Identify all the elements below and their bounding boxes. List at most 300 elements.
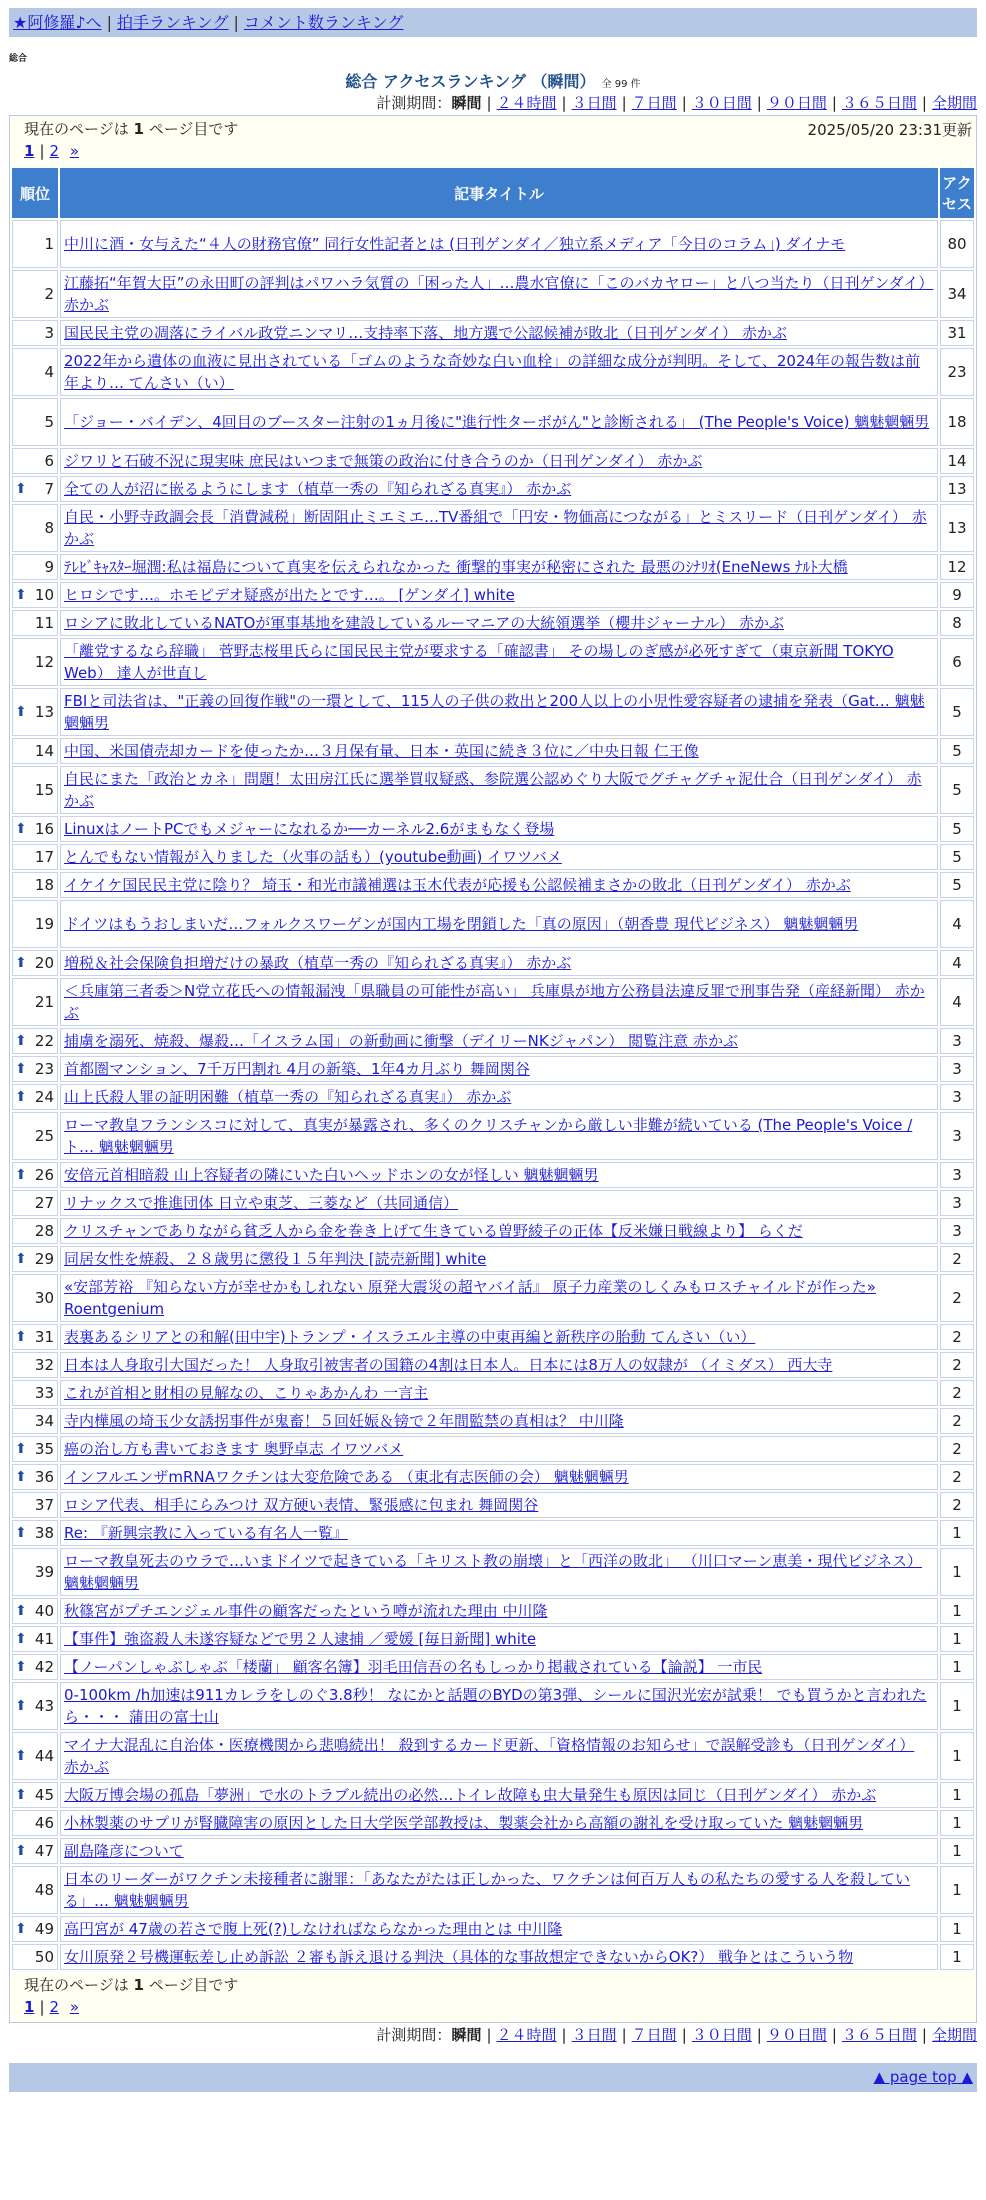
up-arrow-icon: ⬆ — [15, 955, 27, 971]
rank-number: 20 — [34, 954, 54, 972]
title-cell — [60, 1598, 938, 1624]
rank-number: 26 — [34, 1166, 54, 1184]
table-row — [12, 610, 974, 636]
rank-number: 5 — [44, 413, 54, 431]
access-count: 80 — [940, 220, 974, 268]
table-row — [12, 1464, 974, 1490]
access-count: 2 — [940, 1464, 974, 1490]
period-1[interactable]: ２４時間 — [496, 2026, 557, 2044]
table-row — [12, 504, 974, 552]
access-count: 3 — [940, 1112, 974, 1160]
rank-cell — [12, 1084, 58, 1110]
separator: | — [756, 2026, 762, 2044]
article-link[interactable]: 同居女性を焼殺、２８歳男に懲役１５年判決 [読売新聞] white — [64, 1250, 487, 1268]
period-1[interactable]: ２４時間 — [496, 94, 557, 112]
title-cell — [60, 1246, 938, 1272]
period-4[interactable]: ３０日間 — [691, 2026, 752, 2044]
rank-cell — [12, 1464, 58, 1490]
article-link[interactable]: 【ノーパンしゃぶしゃぶ「楼蘭」 顧客名簿】羽毛田信吾の名もしっかり掲載されている【論説】 一市民 — [64, 1658, 763, 1676]
title-cell — [60, 688, 938, 736]
period-selector-bottom — [9, 2023, 977, 2047]
table-row — [12, 1190, 974, 1216]
table-row — [12, 1626, 974, 1652]
table-row — [12, 688, 974, 736]
title-cell — [60, 1408, 938, 1434]
access-count: 3 — [940, 1084, 974, 1110]
up-arrow-icon: ⬆ — [15, 1787, 27, 1803]
rank-cell — [12, 1380, 58, 1406]
up-arrow-icon: ⬆ — [15, 1843, 27, 1859]
access-count: 2 — [940, 1352, 974, 1378]
rank-cell — [12, 1246, 58, 1272]
article-link[interactable]: 山上氏殺人罪の証明困難（植草一秀の『知られざる真実』） 赤かぶ — [64, 1088, 512, 1106]
title-cell — [60, 1190, 938, 1216]
article-link[interactable]: 全ての人が沼に嵌るようにします（植草一秀の『知られざる真実』） 赤かぶ — [64, 480, 572, 498]
rank-cell — [12, 398, 58, 446]
access-count: 2 — [940, 1492, 974, 1518]
access-count: 1 — [940, 1782, 974, 1808]
table-row — [12, 1408, 974, 1434]
table-row — [12, 1520, 974, 1546]
article-link[interactable]: ローマ教皇フランシスコに対して、真実が暴露され、多くのクリスチャンから厳しい非難が続いている (The People's Voice / ト… 魑魅魍魎男 — [64, 1116, 913, 1156]
article-link[interactable]: LinuxはノートPCでもメジャーになれるか──カーネル2.6がまもなく登場 — [64, 820, 555, 838]
rank-cell — [12, 816, 58, 842]
rank-cell — [12, 610, 58, 636]
article-link[interactable]: ジワリと石破不況に現実味 庶民はいつまで無策の政治に付き合うのか（日刊ゲンダイ） 赤かぶ — [64, 452, 703, 470]
period-5[interactable]: ９０日間 — [766, 2026, 827, 2044]
rank-cell — [12, 1654, 58, 1680]
article-link[interactable]: 秋篠宮がプチエンジェル事件の顧客だったという噂が流れた理由 中川隆 — [64, 1602, 548, 1620]
rank-cell — [12, 1274, 58, 1322]
rank-number: 2 — [44, 285, 54, 303]
rank-number: 12 — [34, 653, 54, 671]
table-row — [12, 448, 974, 474]
access-count: 8 — [940, 610, 974, 636]
ranking-rows — [12, 220, 974, 1970]
pager-bottom — [24, 1998, 962, 2016]
title-cell — [60, 1028, 938, 1054]
article-link[interactable]: ローマ教皇死去のウラで…いまドイツで起きている「キリスト教の崩壊」と「西洋の敗北」 （川口マーン恵美・現代ビジネス） 魑魅魍魎男 — [64, 1552, 922, 1592]
access-count: 1 — [940, 1732, 974, 1780]
period-label: 計測期間： — [376, 94, 452, 112]
rank-number: 24 — [34, 1088, 54, 1106]
rank-number: 17 — [34, 848, 54, 866]
article-link[interactable]: 0-100km /h加速は911カレラをしのぐ3.8秒！ なにかと話題のBYDの第3弾、シールに国沢光宏が試乗！ でも買うかと言われたら・・・ 蒲田の富士山 — [64, 1686, 927, 1726]
rank-cell — [12, 844, 58, 870]
access-count: 1 — [940, 1654, 974, 1680]
article-link[interactable]: 【事件】強盗殺人未遂容疑などで男２人逮捕 ／愛媛 [毎日新聞] white — [64, 1630, 537, 1648]
title-cell — [60, 348, 938, 396]
table-row — [12, 1838, 974, 1864]
rank-number: 6 — [44, 452, 54, 470]
rank-cell — [12, 1190, 58, 1216]
rank-number: 25 — [34, 1127, 54, 1145]
access-count: 13 — [940, 504, 974, 552]
title-cell — [60, 1810, 938, 1836]
up-arrow-icon: ⬆ — [15, 1441, 27, 1457]
period-6[interactable]: ３６５日間 — [841, 2026, 917, 2044]
article-link[interactable]: 中川に酒・女与えた“４人の財務官僚” 同行女性記者とは (日刊ゲンダイ／独立系メディア「今日のコラム」) ダイナモ — [64, 235, 846, 253]
access-count: 1 — [940, 1626, 974, 1652]
rank-number: 23 — [34, 1060, 54, 1078]
page-suffix: ページ目です — [148, 1976, 239, 1994]
top-nav-bar — [9, 8, 977, 37]
rank-cell — [12, 1916, 58, 1942]
rank-number: 28 — [34, 1222, 54, 1240]
title-cell — [60, 1520, 938, 1546]
page-link-1[interactable]: 1 — [24, 1998, 35, 2016]
access-count: 3 — [940, 1218, 974, 1244]
access-count: 2 — [940, 1324, 974, 1350]
article-link[interactable]: 自民にまた「政治とカネ」問題！太田房江氏に選挙買収疑惑、参院選公認めぐり大阪でグチャグチャ泥仕合（日刊ゲンダイ） 赤かぶ — [64, 770, 922, 810]
separator: | — [621, 2026, 627, 2044]
rank-cell — [12, 1324, 58, 1350]
access-count: 2 — [940, 1408, 974, 1434]
access-count: 3 — [940, 1056, 974, 1082]
table-row — [12, 1916, 974, 1942]
table-row — [12, 900, 974, 948]
table-row — [12, 1218, 974, 1244]
page-link-2[interactable]: 2 — [49, 142, 60, 160]
access-count: 34 — [940, 270, 974, 318]
article-link[interactable]: ＜兵庫第三者委＞N党立花氏への情報漏洩「県職員の可能性が高い」 兵庫県が地方公務員法違反罪で刑事告発（産経新聞） 赤かぶ — [64, 982, 925, 1022]
separator: | — [831, 2026, 837, 2044]
title-cell — [60, 398, 938, 446]
rank-number: 50 — [34, 1948, 54, 1966]
access-count: 4 — [940, 900, 974, 948]
article-link[interactable]: 首都圏マンション、7千万円割れ 4月の新築、1年4カ月ぶり 舞岡関谷 — [64, 1060, 530, 1078]
rank-cell — [12, 978, 58, 1026]
page-info-bottom — [10, 1972, 976, 2022]
table-header-row — [12, 168, 974, 218]
period-3[interactable]: ７日間 — [631, 94, 677, 112]
access-count: 4 — [940, 978, 974, 1026]
access-count: 5 — [940, 816, 974, 842]
rank-number: 29 — [34, 1250, 54, 1268]
access-count: 23 — [940, 348, 974, 396]
up-arrow-icon: ⬆ — [15, 1167, 27, 1183]
rank-number: 7 — [44, 480, 54, 498]
rank-number: 39 — [34, 1563, 54, 1581]
up-arrow-icon: ⬆ — [15, 1089, 27, 1105]
title-cell — [60, 1380, 938, 1406]
up-arrow-icon: ⬆ — [15, 1251, 27, 1267]
page-link-1[interactable]: 1 — [24, 142, 35, 160]
article-link[interactable]: これが首相と財相の見解なの、こりゃあかんわ 一言主 — [64, 1384, 429, 1402]
title-cell — [60, 950, 938, 976]
access-count: 2 — [940, 1436, 974, 1462]
article-link[interactable]: ﾃﾚﾋﾞｷｬｽﾀｰ堀潤:私は福島について真実を伝えられなかった 衝撃的事実が秘密にされた 最悪のｼﾅﾘｵ(EneNews ﾅﾙﾄ大橋 — [64, 558, 848, 576]
item-count: 全 99 件 — [601, 79, 641, 90]
access-count: 2 — [940, 1246, 974, 1272]
up-arrow-icon: ⬆ — [15, 821, 27, 837]
period-7[interactable]: 全期間 — [931, 2026, 977, 2044]
table-row — [12, 1436, 974, 1462]
access-count: 1 — [940, 1548, 974, 1596]
period-5[interactable]: ９０日間 — [766, 94, 827, 112]
title-cell — [60, 476, 938, 502]
rank-number: 35 — [34, 1440, 54, 1458]
article-link[interactable]: リナックスで推進団体 日立や東芝、三菱など（共同通信） — [64, 1194, 459, 1212]
rank-cell — [12, 504, 58, 552]
up-arrow-icon: ⬆ — [15, 1631, 27, 1647]
home-link[interactable]: ★阿修羅♪へ — [13, 13, 102, 32]
footer-bar — [9, 2063, 977, 2092]
title-cell — [60, 1548, 938, 1596]
rank-number: 41 — [34, 1630, 54, 1648]
title-cell — [60, 1732, 938, 1780]
article-link[interactable]: 日本は人身取引大国だった！ 人身取引被害者の国籍の4割は日本人。日本には8万人の奴隷が （イミダス） 西大寺 — [64, 1356, 833, 1374]
title-header: 記事タイトル — [60, 168, 938, 218]
rank-cell — [12, 1056, 58, 1082]
separator: | — [921, 94, 927, 112]
rank-number: 15 — [34, 781, 54, 799]
table-row — [12, 1056, 974, 1082]
title-cell — [60, 554, 938, 580]
rank-cell — [12, 1626, 58, 1652]
table-row — [12, 1084, 974, 1110]
table-row — [12, 1162, 974, 1188]
page-title — [9, 69, 977, 91]
rank-cell — [12, 1218, 58, 1244]
article-link[interactable]: 日本のリーダーがワクチン未接種者に謝罪：「あなたがたは正しかった、ワクチンは何百万人もの私たちの愛する人を殺している」… 魑魅魍魎男 — [64, 1870, 911, 1910]
rank-number: 32 — [34, 1356, 54, 1374]
period-7[interactable]: 全期間 — [931, 94, 977, 112]
table-row — [12, 1028, 974, 1054]
article-link[interactable]: 高円宮が 47歳の若さで腹上死(?)しなければならなかった理由とは 中川隆 — [64, 1920, 563, 1938]
rank-cell — [12, 766, 58, 814]
access-count: 5 — [940, 766, 974, 814]
article-link[interactable]: ヒロシです…。ホモピデオ疑惑が出たとです…。 [ゲンダイ] white — [64, 586, 515, 604]
comment-ranking-link[interactable]: コメント数ランキング — [243, 13, 404, 32]
table-row — [12, 1782, 974, 1808]
separator: | — [756, 94, 762, 112]
title-cell — [60, 448, 938, 474]
article-link[interactable]: 大阪万博会場の孤島「夢洲」で水のトラブル続出の必然…トイレ故障も虫大量発生も原因は同じ（日刊ゲンダイ） 赤かぶ — [64, 1786, 877, 1804]
rank-number: 31 — [34, 1328, 54, 1346]
title-cell — [60, 1056, 938, 1082]
up-arrow-icon: ⬆ — [15, 1698, 27, 1714]
rank-number: 36 — [34, 1468, 54, 1486]
rank-number: 47 — [34, 1842, 54, 1860]
article-link[interactable]: 安倍元首相暗殺 山上容疑者の隣にいた白いヘッドホンの女が怪しい 魑魅魍魎男 — [64, 1166, 599, 1184]
pager-top — [24, 142, 962, 160]
ranking-table — [10, 166, 976, 1972]
period-2[interactable]: ３日間 — [571, 94, 617, 112]
clap-ranking-link[interactable]: 拍手ランキング — [116, 13, 229, 32]
rank-number: 14 — [34, 742, 54, 760]
updated-timestamp: 2025/05/20 23:31更新 — [807, 121, 972, 139]
access-count: 18 — [940, 398, 974, 446]
ranking-box — [9, 115, 977, 2023]
separator: | — [233, 13, 239, 32]
rank-number: 3 — [44, 324, 54, 342]
title-cell — [60, 1866, 938, 1914]
rank-cell — [12, 270, 58, 318]
separator: | — [681, 94, 687, 112]
rank-cell — [12, 1682, 58, 1730]
access-count: 13 — [940, 476, 974, 502]
access-count: 12 — [940, 554, 974, 580]
table-row — [12, 270, 974, 318]
article-link[interactable]: クリスチャンでありながら貧乏人から金を巻き上げて生きている曽野綾子の正体【反米嫌日戦線より】 らくだ — [64, 1222, 803, 1240]
table-row — [12, 1324, 974, 1350]
rank-cell — [12, 1866, 58, 1914]
article-link[interactable]: とんでもない情報が入りました（火事の話も）(youtube動画) イワツバメ — [64, 848, 562, 866]
table-row — [12, 320, 974, 346]
article-link[interactable]: ロシア代表、相手にらみつけ 双方硬い表情、緊張感に包まれ 舞岡関谷 — [64, 1496, 539, 1514]
article-link[interactable]: ドイツはもうおしまいだ…フォルクスワーゲンが国内工場を閉鎖した「真の原因」（朝香豊 現代ビジネス） 魑魅魍魎男 — [64, 915, 859, 933]
article-link[interactable]: ロシアに敗北しているNATOが軍事基地を建設しているルーマニアの大統領選挙（櫻井ジャーナル） 赤かぶ — [64, 614, 785, 632]
table-row — [12, 816, 974, 842]
period-label: 計測期間： — [376, 2026, 452, 2044]
article-link[interactable]: 癌の治し方も書いておきます 奥野卓志 イワツバメ — [64, 1440, 404, 1458]
page-prefix: 現在のページは — [24, 120, 129, 138]
separator: | — [39, 1998, 45, 2016]
article-link[interactable]: 自民・小野寺政調会長「消費減税」断固阻止ミエミエ…TV番組で「円安・物価高につながる」とミスリード（日刊ゲンダイ） 赤かぶ — [64, 508, 927, 548]
article-link[interactable]: 江藤拓“年賀大臣”の永田町の評判はパワハラ気質の「困った人」…農水官僚に「このバカヤロー」と八つ当たり（日刊ゲンダイ） 赤かぶ — [64, 274, 934, 314]
rank-cell — [12, 1162, 58, 1188]
table-row — [12, 398, 974, 446]
article-link[interactable]: インフルエンザmRNAワクチンは大変危険である （東北有志医師の会） 魑魅魍魎男 — [64, 1468, 629, 1486]
article-link[interactable]: 国民民主党の凋落にライバル政党ニンマリ…支持率下落、地方選で公認候補が敗北（日刊ゲンダイ） 赤かぶ — [64, 324, 787, 342]
title-cell — [60, 1352, 938, 1378]
article-link[interactable]: 中国、米国債売却カードを使ったか…３月保有量、日本・英国に続き３位に／中央日報 仁王像 — [64, 742, 699, 760]
title-cell — [60, 504, 938, 552]
rank-cell — [12, 448, 58, 474]
article-link[interactable]: マイナ大混乱に自治体・医療機関から悲鳴続出！ 殺到するカード更新、「資格情報のお知らせ」で誤解受診も（日刊ゲンダイ） 赤かぶ — [64, 1736, 915, 1776]
title-cell — [60, 766, 938, 814]
rank-cell — [12, 1944, 58, 1970]
page-number: 1 — [133, 120, 144, 138]
period-3[interactable]: ７日間 — [631, 2026, 677, 2044]
article-link[interactable]: 捕虜を溺死、焼殺、爆殺…「イスラム国」の新動画に衝撃（デイリーNKジャパン） 閲覧注意 赤かぶ — [64, 1032, 738, 1050]
page-link-2[interactable]: 2 — [49, 1998, 60, 2016]
up-arrow-icon: ⬆ — [15, 1603, 27, 1619]
table-row — [12, 638, 974, 686]
rank-header: 順位 — [12, 168, 58, 218]
rank-number: 42 — [34, 1658, 54, 1676]
access-count: 31 — [940, 320, 974, 346]
next-page-link[interactable]: » — [69, 142, 80, 160]
rank-cell — [12, 1028, 58, 1054]
title-cell — [60, 900, 938, 948]
title-cell — [60, 978, 938, 1026]
rank-number: 30 — [34, 1289, 54, 1307]
table-row — [12, 844, 974, 870]
article-link[interactable]: 増税＆社会保険負担増だけの暴政（植草一秀の『知られざる真実』） 赤かぶ — [64, 954, 572, 972]
up-arrow-icon: ⬆ — [15, 481, 27, 497]
title-cell — [60, 1944, 938, 1970]
rank-cell — [12, 738, 58, 764]
rank-number: 45 — [34, 1786, 54, 1804]
title-cell — [60, 738, 938, 764]
access-count: 3 — [940, 1028, 974, 1054]
rank-cell — [12, 872, 58, 898]
page-info-top — [10, 116, 976, 166]
up-arrow-icon: ⬆ — [15, 1061, 27, 1077]
article-link[interactable]: Re: 『新興宗教に入っている有名人一覧』 — [64, 1524, 348, 1542]
rank-number: 27 — [34, 1194, 54, 1212]
title-cell — [60, 1626, 938, 1652]
separator: | — [621, 94, 627, 112]
table-row — [12, 1380, 974, 1406]
rank-number: 4 — [44, 363, 54, 381]
article-link[interactable]: 女川原発２号機運転差し止め訴訟 ２審も訴え退ける判決（具体的な事故想定できないからOK?） 戦争とはこういう物 — [64, 1948, 854, 1966]
title-cell — [60, 844, 938, 870]
page-prefix: 現在のページは — [24, 1976, 129, 1994]
article-link[interactable]: FBIと司法省は、"正義の回復作戦"の一環として、115人の子供の救出と200人以上の小児性愛容疑者の逮捕を発表（Gat… 魑魅魍魎男 — [64, 692, 925, 732]
rank-number: 22 — [34, 1032, 54, 1050]
page-title-text: 総合 アクセスランキング （瞬間） — [345, 72, 596, 91]
article-link[interactable]: 「離党するなら辞職」 菅野志桜里氏らに国民民主党が要求する「確認書」 その場しのぎ感が必死すぎて（東京新聞 TOKYO Web） 達人が世直し — [64, 642, 894, 682]
rank-cell — [12, 582, 58, 608]
table-row — [12, 582, 974, 608]
access-count: 1 — [940, 1520, 974, 1546]
rank-number: 37 — [34, 1496, 54, 1514]
title-cell — [60, 1162, 938, 1188]
separator: | — [486, 94, 492, 112]
article-link[interactable]: 2022年から遺体の血液に見出されている「ゴムのような奇妙な白い血栓」の詳細な成分が判明。そして、2024年の報告数は前年より… てんさい（い） — [64, 352, 921, 392]
article-link[interactable]: «安部芳裕 『知らない方が幸せかもしれない 原発大震災の超ヤバイ話』 原子力産業のしくみもロスチャイルドが作った» Roentgenium — [64, 1278, 876, 1318]
rank-cell — [12, 1352, 58, 1378]
rank-cell — [12, 476, 58, 502]
title-cell — [60, 1492, 938, 1518]
table-row — [12, 554, 974, 580]
period-6[interactable]: ３６５日間 — [841, 94, 917, 112]
page-top-link[interactable]: ▲ page top ▲ — [873, 2068, 973, 2086]
period-4[interactable]: ３０日間 — [691, 94, 752, 112]
article-link[interactable]: 寺内樺風の埼玉少女誘拐事件が鬼畜！５回妊娠＆镑で２年間監禁の真相は？ 中川隆 — [64, 1412, 624, 1430]
table-row — [12, 348, 974, 396]
access-count: 9 — [940, 582, 974, 608]
table-row — [12, 1866, 974, 1914]
rank-cell — [12, 688, 58, 736]
table-row — [12, 766, 974, 814]
article-link[interactable]: 小林製薬のサプリが腎臓障害の原因とした日大学医学部教授は、製薬会社から高額の謝礼を受け取っていた 魑魅魍魎男 — [64, 1814, 864, 1832]
table-row — [12, 872, 974, 898]
separator: | — [561, 94, 567, 112]
title-cell — [60, 816, 938, 842]
table-row — [12, 950, 974, 976]
rank-cell — [12, 1810, 58, 1836]
rank-number: 9 — [44, 558, 54, 576]
access-count: 6 — [940, 638, 974, 686]
table-row — [12, 1598, 974, 1624]
access-count: 1 — [940, 1838, 974, 1864]
up-arrow-icon: ⬆ — [15, 1469, 27, 1485]
period-selector-top — [9, 91, 977, 115]
article-link[interactable]: 表裏あるシリアとの和解(田中宇)トランプ・イスラエル主導の中東再編と新秩序の胎動 てんさい（い） — [64, 1328, 756, 1346]
up-arrow-icon: ⬆ — [15, 1033, 27, 1049]
article-link[interactable]: イケイケ国民民主党に陰り？ 埼玉・和光市議補選は玉木代表が応援も公認候補まさかの敗北（日刊ゲンダイ） 赤かぶ — [64, 876, 851, 894]
title-cell — [60, 1916, 938, 1942]
category-label: 総合 — [9, 54, 28, 64]
rank-number: 16 — [34, 820, 54, 838]
up-arrow-icon: ⬆ — [15, 704, 27, 720]
title-cell — [60, 1112, 938, 1160]
article-link[interactable]: 「ジョー・バイデン、4回目のブースター注射の1ヵ月後に"進行性ターボがん"と診断される」 (The People's Voice) 魑魅魍魎男 — [64, 413, 930, 431]
table-row — [12, 220, 974, 268]
rank-number: 19 — [34, 915, 54, 933]
table-row — [12, 1274, 974, 1322]
next-page-link[interactable]: » — [69, 1998, 80, 2016]
period-2[interactable]: ３日間 — [571, 2026, 617, 2044]
article-link[interactable]: 副島隆彦について — [64, 1842, 184, 1860]
rank-cell — [12, 1112, 58, 1160]
table-row — [12, 1492, 974, 1518]
rank-number: 44 — [34, 1747, 54, 1765]
